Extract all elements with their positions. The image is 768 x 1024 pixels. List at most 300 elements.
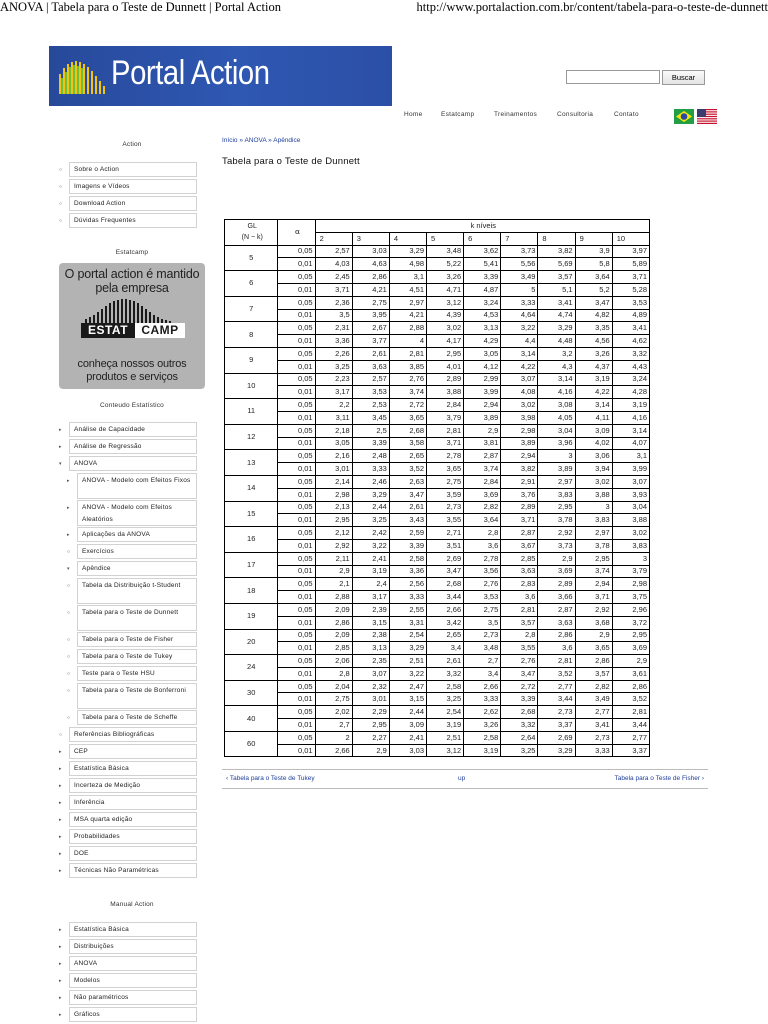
menu-item-label[interactable]: Modelos [69,973,197,988]
value-cell: 2,8 [464,527,501,540]
value-cell: 2,86 [612,680,649,693]
value-cell: 2,95 [315,514,352,527]
nav-home[interactable]: Home [404,111,423,118]
breadcrumb-link[interactable]: Início [222,137,238,144]
alpha-cell: 0,05 [278,322,315,335]
value-cell: 2,7 [464,655,501,668]
value-cell: 3,14 [612,424,649,437]
value-cell: 2,94 [501,450,538,463]
value-cell: 4,22 [575,386,612,399]
menu-item-label[interactable]: Aplicações da ANOVA [77,527,197,542]
menu-item[interactable] [59,990,197,1007]
alpha-header: α [278,220,315,246]
breadcrumb-separator: » [239,137,243,144]
menu-item-label[interactable]: Tabela da Distribuição t-Student [77,578,197,604]
table-row [225,539,650,552]
breadcrumb-link[interactable]: Apêndice [273,137,301,144]
value-cell: 3,51 [427,539,464,552]
alpha-cell: 0,01 [278,667,315,680]
value-cell: 2,73 [464,629,501,642]
value-cell: 2,44 [389,706,426,719]
value-cell: 2,1 [315,578,352,591]
value-cell: 3,29 [389,642,426,655]
value-cell: 2,11 [315,552,352,565]
menu-item-label[interactable]: Estatística Básica [69,922,197,937]
value-cell: 3,89 [464,411,501,424]
menu-item-label[interactable]: Tabela para o Teste de Fisher [77,632,197,647]
menu-item-label[interactable]: Referências Bibliográficas [69,727,197,742]
collapsed-icon: ▸ [59,783,62,789]
menu-item[interactable] [59,439,197,456]
collapsed-icon: ▸ [59,427,62,433]
value-cell: 3,07 [352,667,389,680]
value-cell: 4,71 [427,283,464,296]
usa-flag-icon[interactable] [697,109,717,124]
value-cell: 4,03 [315,258,352,271]
prev-page-link[interactable]: ‹ Tabela para o Teste de Tukey [226,775,315,782]
table-row [225,335,650,348]
menu-item-label[interactable]: CEP [69,744,197,759]
value-cell: 2,81 [389,347,426,360]
value-cell: 2,9 [612,655,649,668]
table-row [225,411,650,424]
menu-item-label[interactable]: Imagens e Vídeos [69,179,197,194]
menu-item[interactable] [67,649,197,666]
value-cell: 3,96 [538,437,575,450]
value-cell: 2,9 [352,744,389,757]
value-cell: 2,95 [352,719,389,732]
value-cell: 2,68 [427,578,464,591]
value-cell: 3,64 [575,271,612,284]
menu-item-label[interactable]: Sobre o Action [69,162,197,177]
value-cell: 3,35 [575,322,612,335]
value-cell: 3,47 [575,296,612,309]
alpha-cell: 0,01 [278,386,315,399]
value-cell: 3,48 [464,642,501,655]
value-cell: 3,17 [352,591,389,604]
value-cell: 3,19 [612,399,649,412]
value-cell: 4,48 [538,335,575,348]
value-cell: 3,44 [538,693,575,706]
value-cell: 3,26 [464,719,501,732]
menu-item-label[interactable]: Análise de Capacidade [69,422,197,437]
value-cell: 3,76 [501,488,538,501]
value-cell: 2,51 [389,655,426,668]
value-cell: 3,53 [352,386,389,399]
nav-contato[interactable]: Contato [614,111,639,118]
value-cell: 3,57 [501,616,538,629]
brazil-flag-icon[interactable] [674,109,694,124]
value-cell: 2,95 [427,347,464,360]
menu-item[interactable] [59,422,197,439]
menu-item[interactable] [67,632,197,649]
menu-item-label[interactable]: MSA quarta edição [69,812,197,827]
menu-item[interactable] [59,922,197,939]
value-cell: 4,29 [464,335,501,348]
gl-cell: 20 [225,629,278,655]
value-cell: 3,15 [389,693,426,706]
gl-cell: 30 [225,680,278,706]
table-row [225,603,650,616]
collapsed-icon: ▸ [59,978,62,984]
value-cell: 3,09 [389,719,426,732]
value-cell: 3,5 [315,309,352,322]
table-row [225,258,650,271]
manual-menu [59,922,197,1024]
k-level-header: 10 [612,232,649,245]
value-cell: 4,3 [538,360,575,373]
value-cell: 5,8 [575,258,612,271]
menu-item[interactable] [59,812,197,829]
menu-item-label[interactable]: ANOVA - Modelo com Efeitos Aleatórios [77,500,197,526]
alpha-cell: 0,01 [278,719,315,732]
alpha-cell: 0,05 [278,578,315,591]
value-cell: 2,94 [575,578,612,591]
table-row [225,271,650,284]
k-level-header: 2 [315,232,352,245]
book-navigation [222,769,708,789]
menu-item[interactable] [59,456,197,473]
value-cell: 4,01 [427,360,464,373]
menu-item-label[interactable]: Tabela para o Teste de Scheffe [77,710,197,725]
menu-item[interactable] [67,527,197,544]
next-page-link[interactable]: Tabela para o Teste de Fisher › [614,775,704,782]
value-cell: 3,83 [538,488,575,501]
menu-item[interactable] [59,863,197,880]
alpha-cell: 0,05 [278,399,315,412]
value-cell: 3,32 [612,347,649,360]
value-cell: 2,54 [389,629,426,642]
menu-item[interactable] [59,1007,197,1024]
table-row [225,488,650,501]
value-cell: 3,01 [352,693,389,706]
value-cell: 2,75 [352,296,389,309]
gl-header-label: GL [247,223,257,231]
search-button[interactable]: Buscar [662,70,705,85]
value-cell: 3,57 [575,667,612,680]
value-cell: 3 [538,450,575,463]
value-cell: 2,87 [501,527,538,540]
value-cell: 2,81 [612,706,649,719]
collapsed-icon: ▸ [67,505,70,511]
value-cell: 2,91 [501,475,538,488]
collapsed-icon: ▸ [59,749,62,755]
value-cell: 3,22 [352,539,389,552]
menu-item[interactable] [59,778,197,795]
value-cell: 5,22 [427,258,464,271]
browser-url[interactable]: http://www.portalaction.com.br/content/tabela-para-o-teste-de-dunnett [416,0,768,14]
menu-item[interactable] [59,973,197,990]
value-cell: 4,16 [538,386,575,399]
menu-item-label[interactable]: Tabela para o Teste de Tukey [77,649,197,664]
value-cell: 2,61 [389,501,426,514]
value-cell: 2,5 [352,424,389,437]
nav-consultoria[interactable]: Consultoria [557,111,594,118]
value-cell: 3,29 [538,744,575,757]
value-cell: 4,22 [501,360,538,373]
menu-item[interactable] [67,561,197,578]
table-row [225,437,650,450]
value-cell: 3,52 [538,667,575,680]
menu-item[interactable] [67,666,197,683]
menu-item-label[interactable]: Apêndice [77,561,197,576]
value-cell: 3,02 [427,322,464,335]
menu-item[interactable] [67,710,197,727]
menu-item-label[interactable]: ANOVA [69,456,197,471]
value-cell: 2,78 [464,552,501,565]
value-cell: 3,94 [575,463,612,476]
value-cell: 2,18 [315,424,352,437]
table-row [225,309,650,322]
k-level-header: 7 [501,232,538,245]
value-cell: 3,13 [464,322,501,335]
value-cell: 3,88 [612,514,649,527]
value-cell: 3,37 [612,744,649,757]
up-link[interactable]: up [458,775,466,782]
value-cell: 3,77 [352,335,389,348]
value-cell: 2,88 [315,591,352,604]
table-row [225,565,650,578]
value-cell: 3 [575,501,612,514]
menu-item[interactable] [59,829,197,846]
menu-item-label[interactable]: DOE [69,846,197,861]
menu-item[interactable] [59,956,197,973]
menu-item[interactable] [59,196,197,213]
nav-treinamentos[interactable]: Treinamentos [494,111,538,118]
menu-item-label[interactable]: Inferência [69,795,197,810]
gl-cell: 60 [225,731,278,757]
menu-item-label[interactable]: Exercícios [77,544,197,559]
logo-bars-icon [57,58,109,96]
ad-headline: O portal action é mantido pela empresa [64,267,200,295]
table-row [225,552,650,565]
menu-item-label[interactable]: Incerteza de Medição [69,778,197,793]
value-cell: 2,84 [464,475,501,488]
collapsed-icon: ▸ [59,851,62,857]
value-cell: 3,06 [575,450,612,463]
menu-item[interactable] [67,500,197,527]
table-row [225,667,650,680]
alpha-cell: 0,01 [278,258,315,271]
value-cell: 3,88 [575,488,612,501]
value-cell: 4,07 [612,437,649,450]
value-cell: 4,37 [575,360,612,373]
value-cell: 4,21 [352,283,389,296]
value-cell: 3,25 [427,693,464,706]
leaf-icon: ○ [67,715,71,721]
leaf-icon: ○ [67,688,71,694]
breadcrumb-link[interactable]: ANOVA [244,137,267,144]
value-cell: 3,69 [464,488,501,501]
value-cell: 2,66 [464,680,501,693]
menu-item-label[interactable]: Download Action [69,196,197,211]
value-cell: 3,32 [427,667,464,680]
value-cell: 2,61 [352,347,389,360]
value-cell: 2,66 [427,603,464,616]
value-cell: 4,16 [612,411,649,424]
value-cell: 4,39 [427,309,464,322]
value-cell: 3,05 [315,437,352,450]
menu-item-label[interactable]: ANOVA - Modelo com Efeitos Fixos [77,473,197,499]
value-cell: 4,12 [464,360,501,373]
value-cell: 2,41 [389,731,426,744]
menu-item[interactable] [59,846,197,863]
table-row [225,373,650,386]
menu-item-label[interactable]: Tabela para o Teste de Dunnett [77,605,197,631]
value-cell: 4,53 [464,309,501,322]
menu-item[interactable] [59,162,197,179]
value-cell: 2,97 [575,527,612,540]
value-cell: 3,19 [575,373,612,386]
value-cell: 2,02 [315,706,352,719]
table-row [225,283,650,296]
value-cell: 3,56 [464,565,501,578]
menu-item[interactable] [59,795,197,812]
value-cell: 4,64 [501,309,538,322]
value-cell: 2,57 [352,373,389,386]
menu-item-label[interactable]: Gráficos [69,1007,197,1022]
value-cell: 3,15 [352,616,389,629]
value-cell: 3,65 [389,411,426,424]
value-cell: 3,88 [427,386,464,399]
menu-item-label[interactable]: Distribuições [69,939,197,954]
k-levels-header: k níveis [315,220,649,233]
estatcamp-ad[interactable] [59,263,205,389]
menu-item-label[interactable]: Não paramétricos [69,990,197,1005]
collapsed-icon: ▸ [59,444,62,450]
value-cell: 3,41 [612,322,649,335]
collapsed-icon: ▸ [59,961,62,967]
value-cell: 2,38 [352,629,389,642]
value-cell: 2,92 [575,603,612,616]
menu-item-label[interactable]: Dúvidas Frequentes [69,213,197,228]
value-cell: 4,74 [538,309,575,322]
table-row [225,450,650,463]
menu-item-label[interactable]: ANOVA [69,956,197,971]
nav-estatcamp[interactable]: Estatcamp [441,111,475,118]
menu-item-label[interactable]: Estatística Básica [69,761,197,776]
value-cell: 3,25 [501,744,538,757]
menu-item[interactable] [59,744,197,761]
value-cell: 3,79 [427,411,464,424]
value-cell: 3,29 [352,488,389,501]
value-cell: 4,51 [389,283,426,296]
menu-item-label[interactable]: Técnicas Não Paramétricas [69,863,197,878]
search-input[interactable] [566,70,660,84]
menu-item[interactable] [59,727,197,744]
menu-item[interactable] [59,939,197,956]
menu-item-label[interactable]: Tabela para o Teste de Bonferroni [77,683,197,709]
value-cell: 2,47 [389,680,426,693]
value-cell: 2,75 [464,603,501,616]
value-cell: 3,55 [427,514,464,527]
value-cell: 2,4 [352,578,389,591]
value-cell: 3,44 [427,591,464,604]
value-cell: 3,14 [575,399,612,412]
value-cell: 3,71 [427,437,464,450]
menu-item-active[interactable] [67,605,197,632]
value-cell: 3,43 [389,514,426,527]
ad-subline: conheça nossos outros produtos e serviços [77,358,187,383]
value-cell: 3,6 [538,642,575,655]
value-cell: 3,53 [612,296,649,309]
table-row [225,475,650,488]
alpha-cell: 0,05 [278,731,315,744]
alpha-cell: 0,05 [278,629,315,642]
value-cell: 3,37 [538,719,575,732]
value-cell: 2,82 [464,501,501,514]
menu-item[interactable] [67,578,197,605]
value-cell: 2,41 [352,552,389,565]
k-level-header: 3 [352,232,389,245]
value-cell: 3,99 [612,463,649,476]
value-cell: 3,42 [427,616,464,629]
value-cell: 5,41 [464,258,501,271]
value-cell: 3,71 [612,271,649,284]
alpha-cell: 0,05 [278,245,315,258]
menu-item[interactable] [59,213,197,230]
expanded-icon: ▾ [67,566,70,572]
value-cell: 3,13 [352,642,389,655]
value-cell: 3,74 [389,386,426,399]
collapsed-icon: ▸ [59,766,62,772]
menu-item[interactable] [67,544,197,561]
menu-item-label[interactable]: Teste para o Teste HSU [77,666,197,681]
value-cell: 3,17 [315,386,352,399]
value-cell: 3,12 [427,296,464,309]
value-cell: 2,98 [315,488,352,501]
leaf-icon: ○ [67,637,71,643]
menu-item-label[interactable]: Análise de Regressão [69,439,197,454]
table-row [225,744,650,757]
site-banner[interactable] [49,46,392,106]
alpha-cell: 0,01 [278,283,315,296]
alpha-cell: 0,05 [278,296,315,309]
leaf-icon: ○ [67,610,71,616]
value-cell: 3,14 [501,347,538,360]
value-cell: 3,24 [612,373,649,386]
value-cell: 3,03 [352,245,389,258]
value-cell: 2,78 [427,450,464,463]
alpha-cell: 0,05 [278,603,315,616]
table-row [225,693,650,706]
value-cell: 3,44 [612,719,649,732]
value-cell: 4,62 [612,335,649,348]
alpha-cell: 0,01 [278,565,315,578]
value-cell: 5,1 [538,283,575,296]
alpha-cell: 0,01 [278,744,315,757]
value-cell: 2,58 [389,552,426,565]
value-cell: 2,9 [538,552,575,565]
menu-item[interactable] [59,179,197,196]
value-cell: 2,44 [352,501,389,514]
table-row [225,424,650,437]
value-cell: 5,89 [612,258,649,271]
menu-item[interactable] [67,473,197,500]
value-cell: 3,01 [315,463,352,476]
browser-header [0,0,768,16]
value-cell: 3,04 [538,424,575,437]
value-cell: 3,29 [389,245,426,258]
menu-item-label[interactable]: Probabilidades [69,829,197,844]
menu-item[interactable] [67,683,197,710]
value-cell: 3,33 [352,463,389,476]
value-cell: 3,47 [501,667,538,680]
value-cell: 2,73 [575,731,612,744]
value-cell: 3,25 [352,514,389,527]
value-cell: 3,93 [612,488,649,501]
menu-item[interactable] [59,761,197,778]
